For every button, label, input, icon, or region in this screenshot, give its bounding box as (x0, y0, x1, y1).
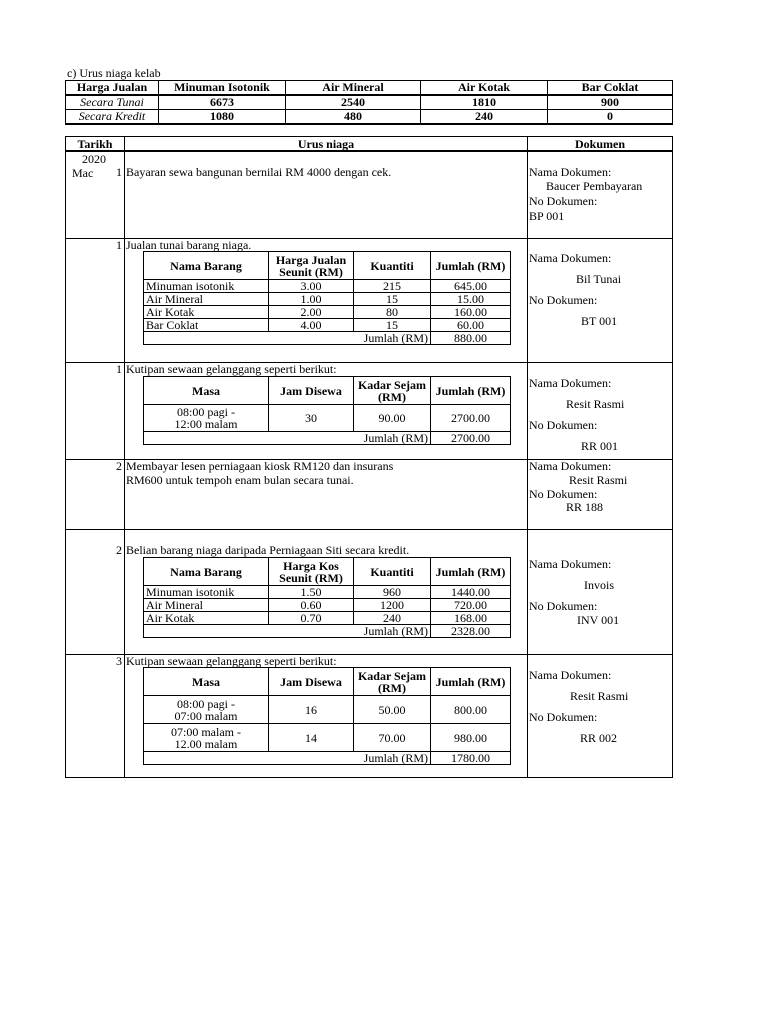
table-header: Nama Barang (144, 558, 269, 586)
transaction-table (65, 136, 673, 778)
table-cell: 14 (269, 724, 354, 752)
table-header: Jumlah (RM) (431, 668, 511, 696)
table-cell: 4.00 (269, 319, 354, 332)
table-cell: 15 (354, 319, 431, 332)
table-header: Harga Jualan Seunit (RM) (269, 252, 354, 280)
doc-name: Baucer Pembayaran (546, 179, 643, 193)
table-header: Jumlah (RM) (431, 377, 511, 405)
table-header: Masa (144, 668, 269, 696)
entry-text: Bayaran sewa bangunan bernilai RM 4000 dengan cek. (126, 165, 392, 179)
doc-no: RR 001 (581, 439, 619, 453)
rental-table (143, 376, 511, 445)
column-divider (527, 137, 528, 777)
table-header: Kadar Sejam (RM) (354, 668, 431, 696)
table-header: Jumlah (RM) (431, 558, 511, 586)
table-cell: 0.70 (269, 612, 354, 625)
table-header: Harga Kos Seunit (RM) (269, 558, 354, 586)
table-header: Kadar Sejam (RM) (354, 377, 431, 405)
table-header: Kuantiti (354, 252, 431, 280)
doc-name: Resit Rasmi (566, 397, 625, 411)
entry-text: Kutipan sewaan gelanggang seperti berikut: (126, 654, 337, 668)
doc-name-label: Nama Dokumen: (529, 165, 612, 179)
sales-cell: 0 (548, 110, 673, 125)
table-cell: Bar Coklat (144, 319, 269, 332)
table-cell: 215 (354, 280, 431, 293)
total-label: Jumlah (RM) (144, 432, 431, 445)
doc-no: RR 188 (566, 500, 604, 514)
table-cell: 70.00 (354, 724, 431, 752)
sales-header: Harga Jualan (66, 81, 159, 96)
table-cell: 720.00 (431, 599, 511, 612)
table-cell: 15 (354, 293, 431, 306)
sales-items-table (143, 251, 511, 345)
table-cell: 960 (354, 586, 431, 599)
sales-header: Bar Coklat (548, 81, 673, 96)
doc-no-label: No Dokumen: (529, 487, 598, 501)
doc-name-label: Nama Dokumen: (529, 459, 612, 473)
total-value: 1780.00 (431, 752, 511, 765)
doc-no-label: No Dokumen: (529, 599, 598, 613)
table-cell: 80 (354, 306, 431, 319)
sales-cell: 480 (286, 110, 421, 125)
table-cell: 30 (269, 405, 354, 432)
entry-day: 1 (116, 362, 122, 376)
table-cell: 980.00 (431, 724, 511, 752)
sales-row-label: Secara Tunai (66, 95, 159, 110)
entry-text: Kutipan sewaan gelanggang seperti berikut: (126, 362, 337, 376)
entry-day: 1 (116, 165, 122, 179)
sales-cell: 6673 (159, 95, 286, 110)
sales-header: Air Kotak (421, 81, 548, 96)
doc-name: Bil Tunai (576, 272, 622, 286)
table-cell: 07:00 malam - 12.00 malam (144, 724, 269, 752)
entry-day: 3 (116, 654, 122, 668)
total-label: Jumlah (RM) (144, 752, 431, 765)
table-cell: 1440.00 (431, 586, 511, 599)
table-header: Nama Barang (144, 252, 269, 280)
total-value: 2328.00 (431, 625, 511, 638)
table-cell: Air Mineral (144, 599, 269, 612)
table-cell: 2700.00 (431, 405, 511, 432)
sales-cell: 1810 (421, 95, 548, 110)
table-cell: 240 (354, 612, 431, 625)
doc-no: BT 001 (581, 314, 618, 328)
table-cell: 645.00 (431, 280, 511, 293)
doc-no: RR 002 (580, 731, 618, 745)
table-cell: 800.00 (431, 696, 511, 724)
year: 2020 (82, 152, 106, 166)
table-cell: 16 (269, 696, 354, 724)
doc-no-label: No Dokumen: (529, 418, 598, 432)
table-header: Masa (144, 377, 269, 405)
total-label: Jumlah (RM) (144, 332, 431, 345)
doc-no: INV 001 (577, 613, 620, 627)
table-cell: Air Kotak (144, 306, 269, 319)
section-label: c) Urus niaga kelab (67, 66, 161, 80)
header-document: Dokumen (574, 137, 625, 151)
table-cell: 3.00 (269, 280, 354, 293)
doc-no-label: No Dokumen: (529, 293, 598, 307)
total-value: 2700.00 (431, 432, 511, 445)
doc-no-label: No Dokumen: (529, 194, 598, 208)
table-cell: Air Mineral (144, 293, 269, 306)
doc-no-label: No Dokumen: (529, 710, 598, 724)
table-cell: 50.00 (354, 696, 431, 724)
doc-name: Resit Rasmi (570, 689, 629, 703)
table-cell: Minuman isotonik (144, 586, 269, 599)
sales-cell: 2540 (286, 95, 421, 110)
rental-table (143, 667, 511, 765)
table-header: Kuantiti (354, 558, 431, 586)
doc-name: Invois (584, 578, 614, 592)
table-cell: 1.50 (269, 586, 354, 599)
doc-name-label: Nama Dokumen: (529, 251, 612, 265)
doc-name-label: Nama Dokumen: (529, 668, 612, 682)
entry-text: Jualan tunai barang niaga. (126, 238, 252, 252)
sales-summary-table (65, 80, 673, 125)
entry-day: 1 (116, 238, 122, 252)
sales-header: Minuman Isotonik (159, 81, 286, 96)
table-cell: 08:00 pagi - 12:00 malam (144, 405, 269, 432)
header-transaction: Urus niaga (297, 137, 355, 151)
table-header: Jam Disewa (269, 668, 354, 696)
table-cell: 0.60 (269, 599, 354, 612)
table-cell: 90.00 (354, 405, 431, 432)
month: Mac (72, 166, 94, 180)
entry-text: Belian barang niaga daripada Perniagaan Siti secara kredit. (126, 543, 410, 557)
sales-header: Air Mineral (286, 81, 421, 96)
table-cell: 15.00 (431, 293, 511, 306)
table-cell: 1.00 (269, 293, 354, 306)
table-header: Jumlah (RM) (431, 252, 511, 280)
table-cell: Air Kotak (144, 612, 269, 625)
header-date: Tarikh (77, 137, 113, 151)
table-header: Jam Disewa (269, 377, 354, 405)
doc-name-label: Nama Dokumen: (529, 557, 612, 571)
entry-text-line2: RM600 untuk tempoh enam bulan secara tunai. (126, 473, 354, 487)
table-cell: 160.00 (431, 306, 511, 319)
table-cell: 60.00 (431, 319, 511, 332)
sales-cell: 1080 (159, 110, 286, 125)
entry-text: Membayar lesen perniagaan kiosk RM120 dan insurans (126, 459, 394, 473)
doc-name-label: Nama Dokumen: (529, 376, 612, 390)
doc-name: Resit Rasmi (569, 473, 628, 487)
sales-cell: 900 (548, 95, 673, 110)
table-cell: 1200 (354, 599, 431, 612)
table-cell: 08:00 pagi - 07:00 malam (144, 696, 269, 724)
column-divider (124, 137, 125, 777)
entry-day: 2 (116, 543, 122, 557)
sales-row-label: Secara Kredit (66, 110, 159, 125)
sales-cell: 240 (421, 110, 548, 125)
doc-no: BP 001 (529, 209, 565, 223)
table-cell: 2.00 (269, 306, 354, 319)
table-cell: 168.00 (431, 612, 511, 625)
entry-day: 2 (116, 459, 122, 473)
row-divider (66, 529, 672, 530)
table-cell: Minuman isotonik (144, 280, 269, 293)
total-label: Jumlah (RM) (144, 625, 431, 638)
total-value: 880.00 (431, 332, 511, 345)
purchase-items-table (143, 557, 511, 638)
